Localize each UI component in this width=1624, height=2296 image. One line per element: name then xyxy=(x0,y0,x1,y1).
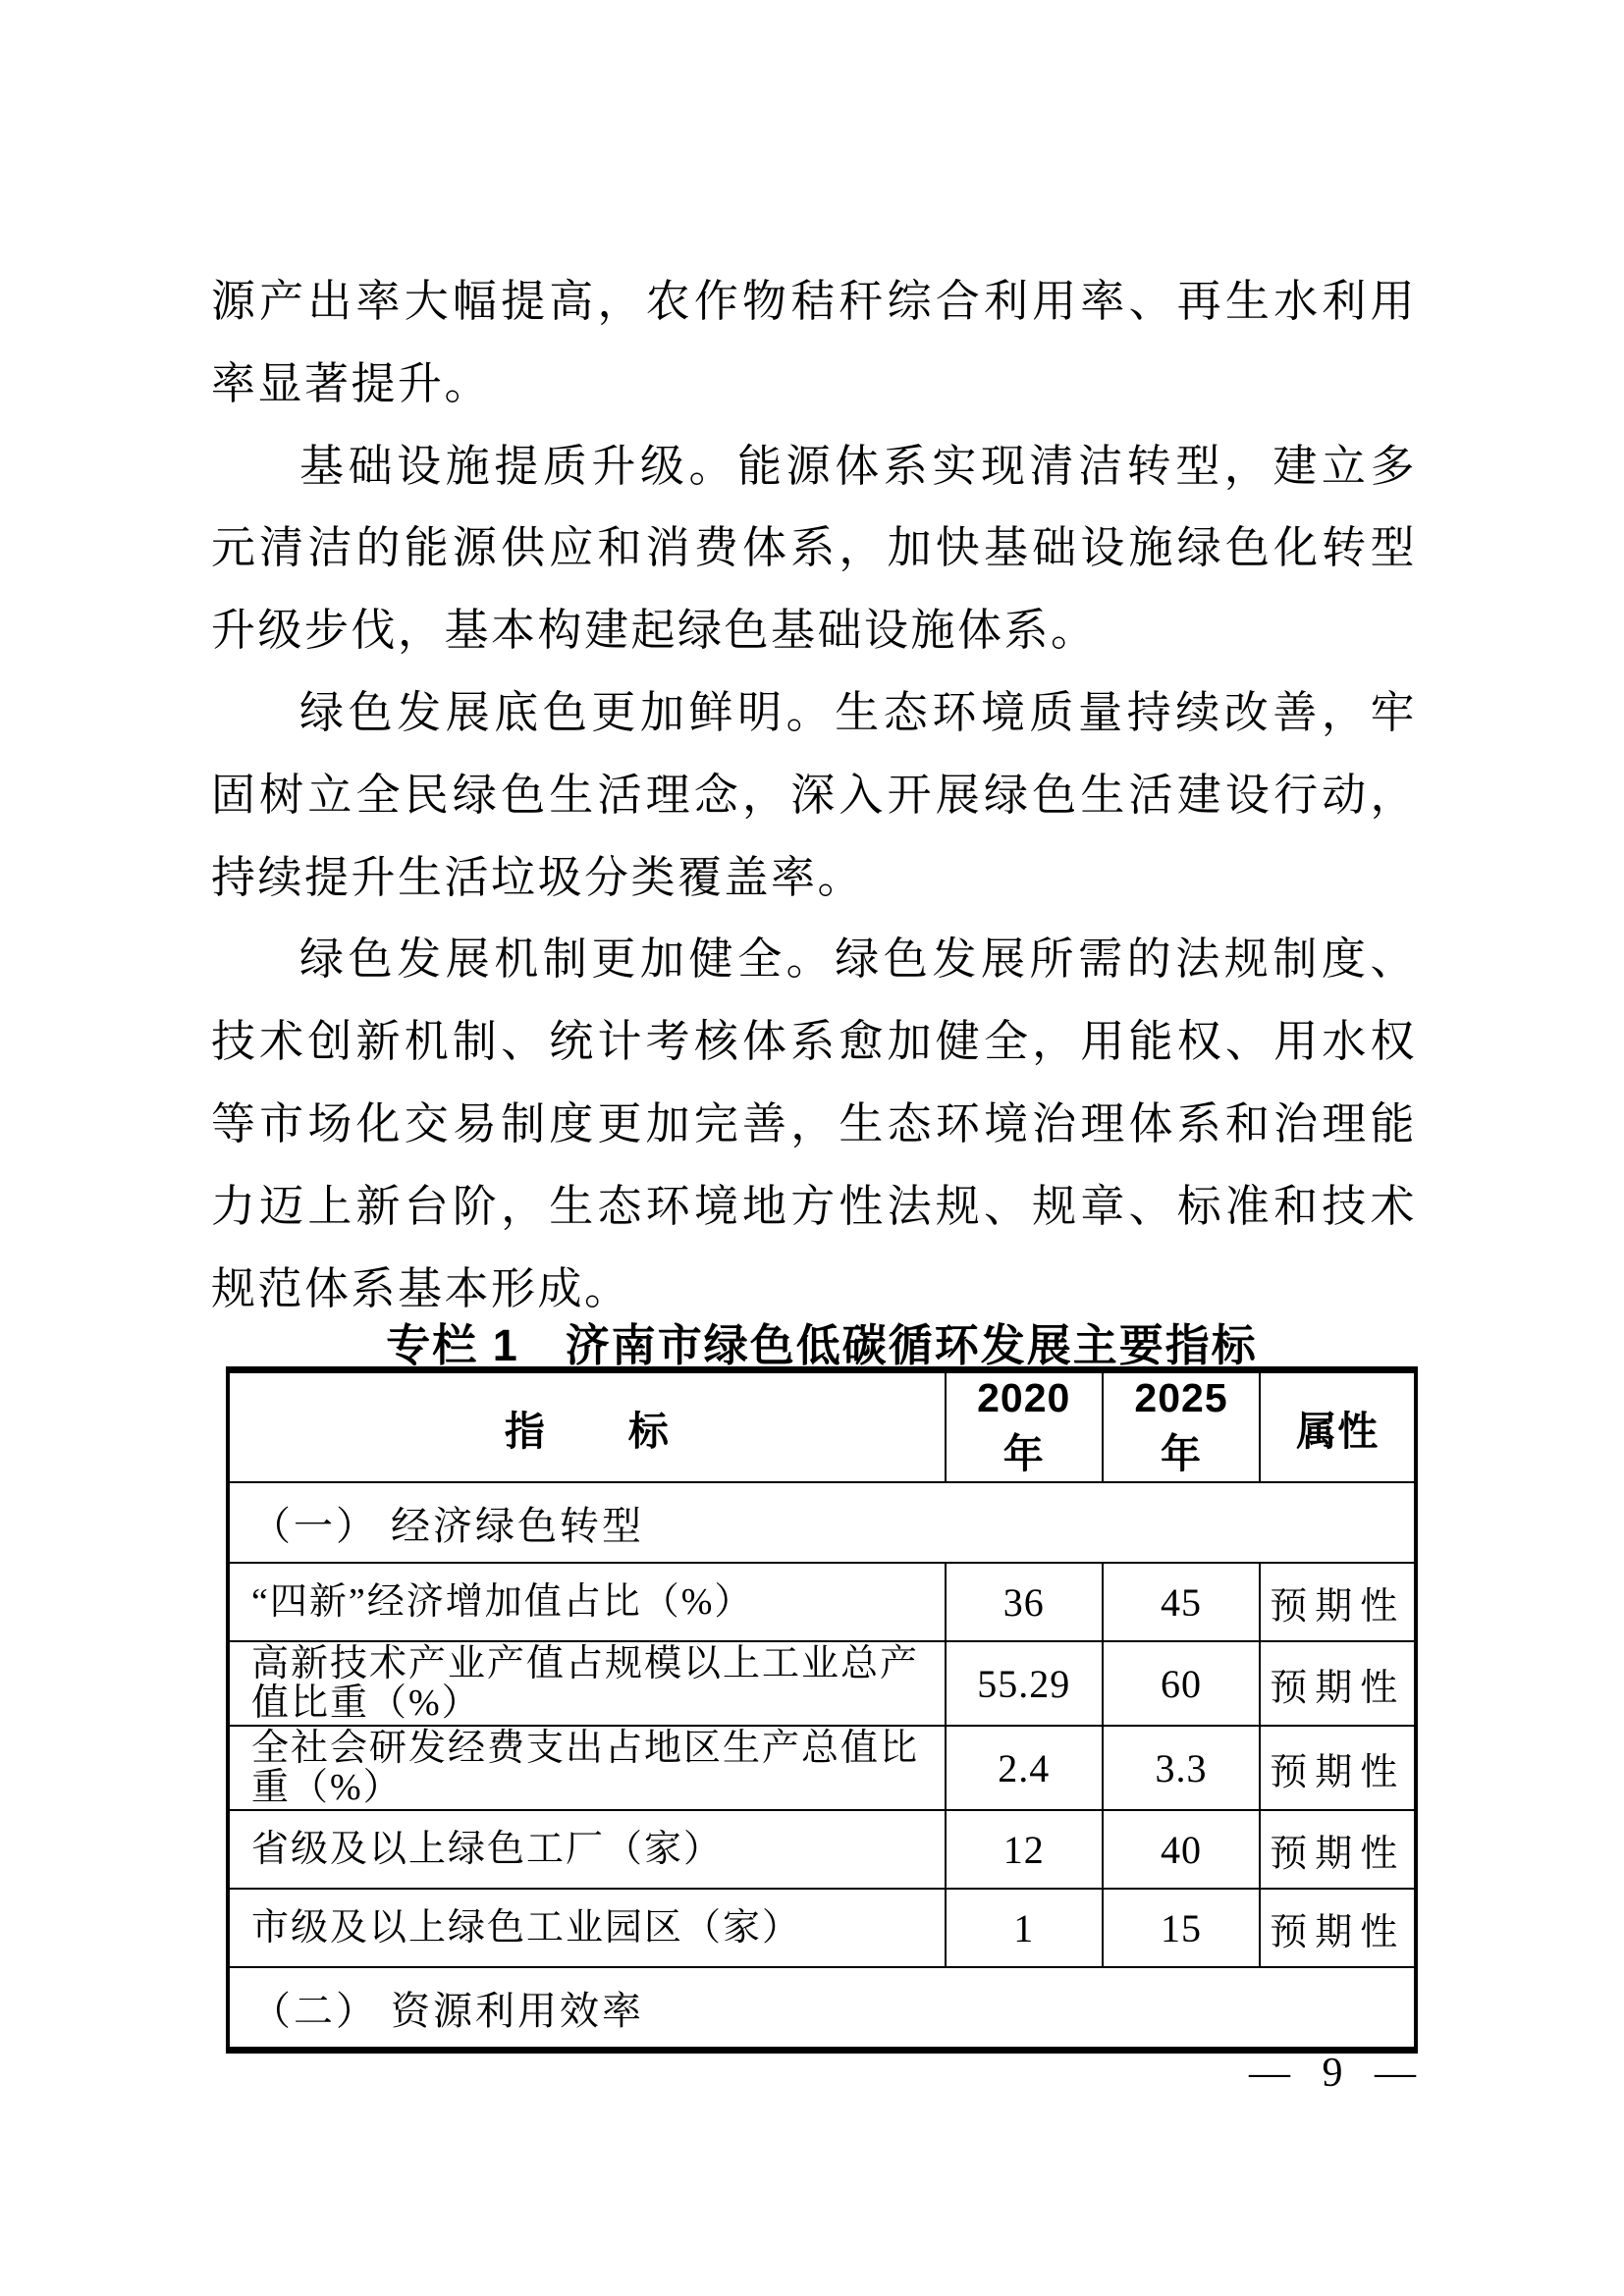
indicator-cell: “四新”经济增加值占比（%） xyxy=(228,1563,946,1641)
section-label: （二） 资源利用效率 xyxy=(228,1967,1416,2051)
col-header-2020: 2020 年 xyxy=(946,1370,1103,1483)
attribute-cell: 预期性 xyxy=(1260,1810,1416,1889)
attribute-cell: 预期性 xyxy=(1260,1726,1416,1810)
attribute-cell: 预期性 xyxy=(1260,1563,1416,1641)
table-header-row xyxy=(228,1370,1416,1483)
table-row xyxy=(228,1889,1416,1967)
table-row xyxy=(228,1726,1416,1810)
value-2020-cell: 2.4 xyxy=(946,1726,1103,1810)
table-row xyxy=(228,1810,1416,1889)
paragraph-2: 基础设施提质升级。能源体系实现清洁转型，建立多元清洁的能源供应和消费体系，加快基础设施绿色化转型升级步伐，基本构建起绿色基础设施体系。 xyxy=(211,441,1417,656)
col-header-2025: 2025 年 xyxy=(1103,1370,1261,1483)
attribute-cell: 预期性 xyxy=(1260,1889,1416,1967)
value-2025-cell: 15 xyxy=(1103,1889,1261,1967)
indicator-cell: 省级及以上绿色工厂（家） xyxy=(228,1810,946,1889)
paragraph-4: 绿色发展机制更加健全。绿色发展所需的法规制度、技术创新机制、统计考核体系愈加健全，用能权、用水权等市场化交易制度更加完善，生态环境治理体系和治理能力迈上新台阶，生态环境地方性法规、规章、标准和技术规范体系基本形成。 xyxy=(211,934,1417,1313)
table-section-row-1 xyxy=(228,1482,1416,1563)
indicator-table xyxy=(226,1366,1418,2054)
col-header-indicator: 指 标 xyxy=(228,1370,946,1483)
section-label: （一） 经济绿色转型 xyxy=(228,1482,1416,1563)
value-2020-cell: 55.29 xyxy=(946,1641,1103,1726)
table-row xyxy=(228,1641,1416,1726)
paragraph-3: 绿色发展底色更加鲜明。生态环境质量持续改善，牢固树立全民绿色生活理念，深入开展绿色生活建设行动，持续提升生活垃圾分类覆盖率。 xyxy=(211,687,1417,902)
page-number: — 9 — xyxy=(1249,2051,1417,2096)
body-text xyxy=(211,261,1417,1330)
indicator-cell: 市级及以上绿色工业园区（家） xyxy=(228,1889,946,1967)
indicator-cell: 高新技术产业产值占规模以上工业总产值比重（%） xyxy=(228,1641,946,1726)
value-2025-cell: 3.3 xyxy=(1103,1726,1261,1810)
table-row xyxy=(228,1563,1416,1641)
attribute-cell: 预期性 xyxy=(1260,1641,1416,1726)
value-2025-cell: 45 xyxy=(1103,1563,1261,1641)
value-2020-cell: 12 xyxy=(946,1810,1103,1889)
value-2020-cell: 1 xyxy=(946,1889,1103,1967)
value-2025-cell: 40 xyxy=(1103,1810,1261,1889)
col-header-attribute: 属性 xyxy=(1260,1370,1416,1483)
table-section-row-2 xyxy=(228,1967,1416,2051)
value-2020-cell: 36 xyxy=(946,1563,1103,1641)
value-2025-cell: 60 xyxy=(1103,1641,1261,1726)
indicator-cell: 全社会研发经费支出占地区生产总值比重（%） xyxy=(228,1726,946,1810)
paragraph-1: 源产出率大幅提高，农作物秸秆综合利用率、再生水利用率显著提升。 xyxy=(211,277,1417,408)
table-caption: 专栏 1 济南市绿色低碳循环发展主要指标 xyxy=(386,1320,1258,1370)
